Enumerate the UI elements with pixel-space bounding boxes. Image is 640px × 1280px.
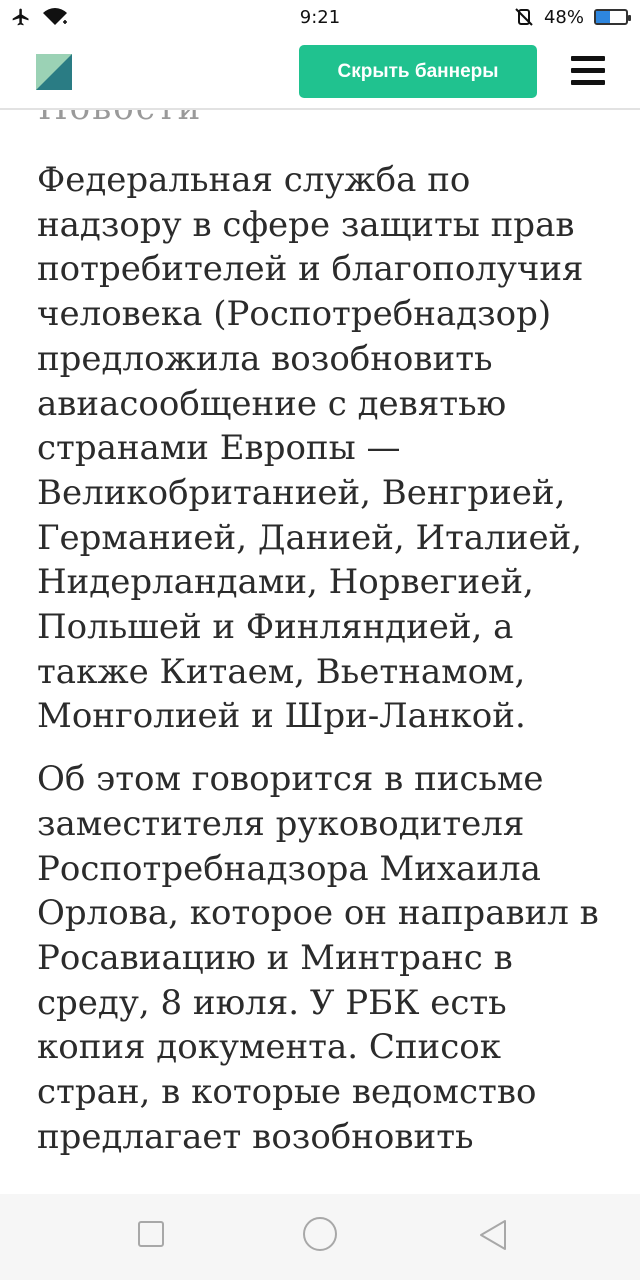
site-logo[interactable] — [36, 54, 72, 90]
article-paragraph: Федеральная служба по надзору в сфере защиты прав потребителей и благополучия человека (Роспотребнадзор) предложила возобновить авиасообщение с девятью странами Европы — Великобританией, Венгрией, Германией, Данией, Италией, Нидерландами, Норвегией, Польшей и Финляндией, а также Китаем, Вьетнамом, Монголией и Шри-Ланкой. — [37, 160, 584, 737]
back-icon[interactable] — [478, 1218, 508, 1252]
battery-level — [596, 11, 610, 23]
system-nav-bar — [0, 1194, 640, 1280]
menu-bar — [571, 68, 605, 73]
airplane-mode-icon — [10, 7, 32, 27]
battery-icon — [594, 9, 628, 25]
home-icon[interactable] — [303, 1217, 337, 1251]
recent-apps-icon[interactable] — [138, 1221, 164, 1247]
status-right — [514, 7, 628, 28]
wifi-icon — [42, 7, 68, 27]
clock: 9:21 — [299, 6, 341, 28]
menu-bar — [571, 80, 605, 85]
hide-banners-button[interactable]: Скрыть баннеры — [299, 45, 537, 98]
do-not-disturb-icon — [514, 7, 534, 27]
menu-bar — [571, 56, 605, 61]
article-paragraph: Об этом говорится в письме заместителя руководителя Роспотребнадзора Михаила Орлова, которое он направил в Росавиацию и Минтранс в среду, 8 июля. У РБК есть копия документа. Список стран, в которые ведомство предлагает возобновить — [37, 759, 599, 1157]
article-scroll-area[interactable] — [0, 110, 640, 1194]
site-header — [0, 34, 640, 110]
battery-percent: 48% — [543, 6, 584, 28]
status-bar — [0, 0, 640, 34]
hamburger-menu-icon[interactable] — [571, 56, 605, 86]
article-body — [37, 158, 617, 1177]
status-left — [10, 7, 68, 27]
